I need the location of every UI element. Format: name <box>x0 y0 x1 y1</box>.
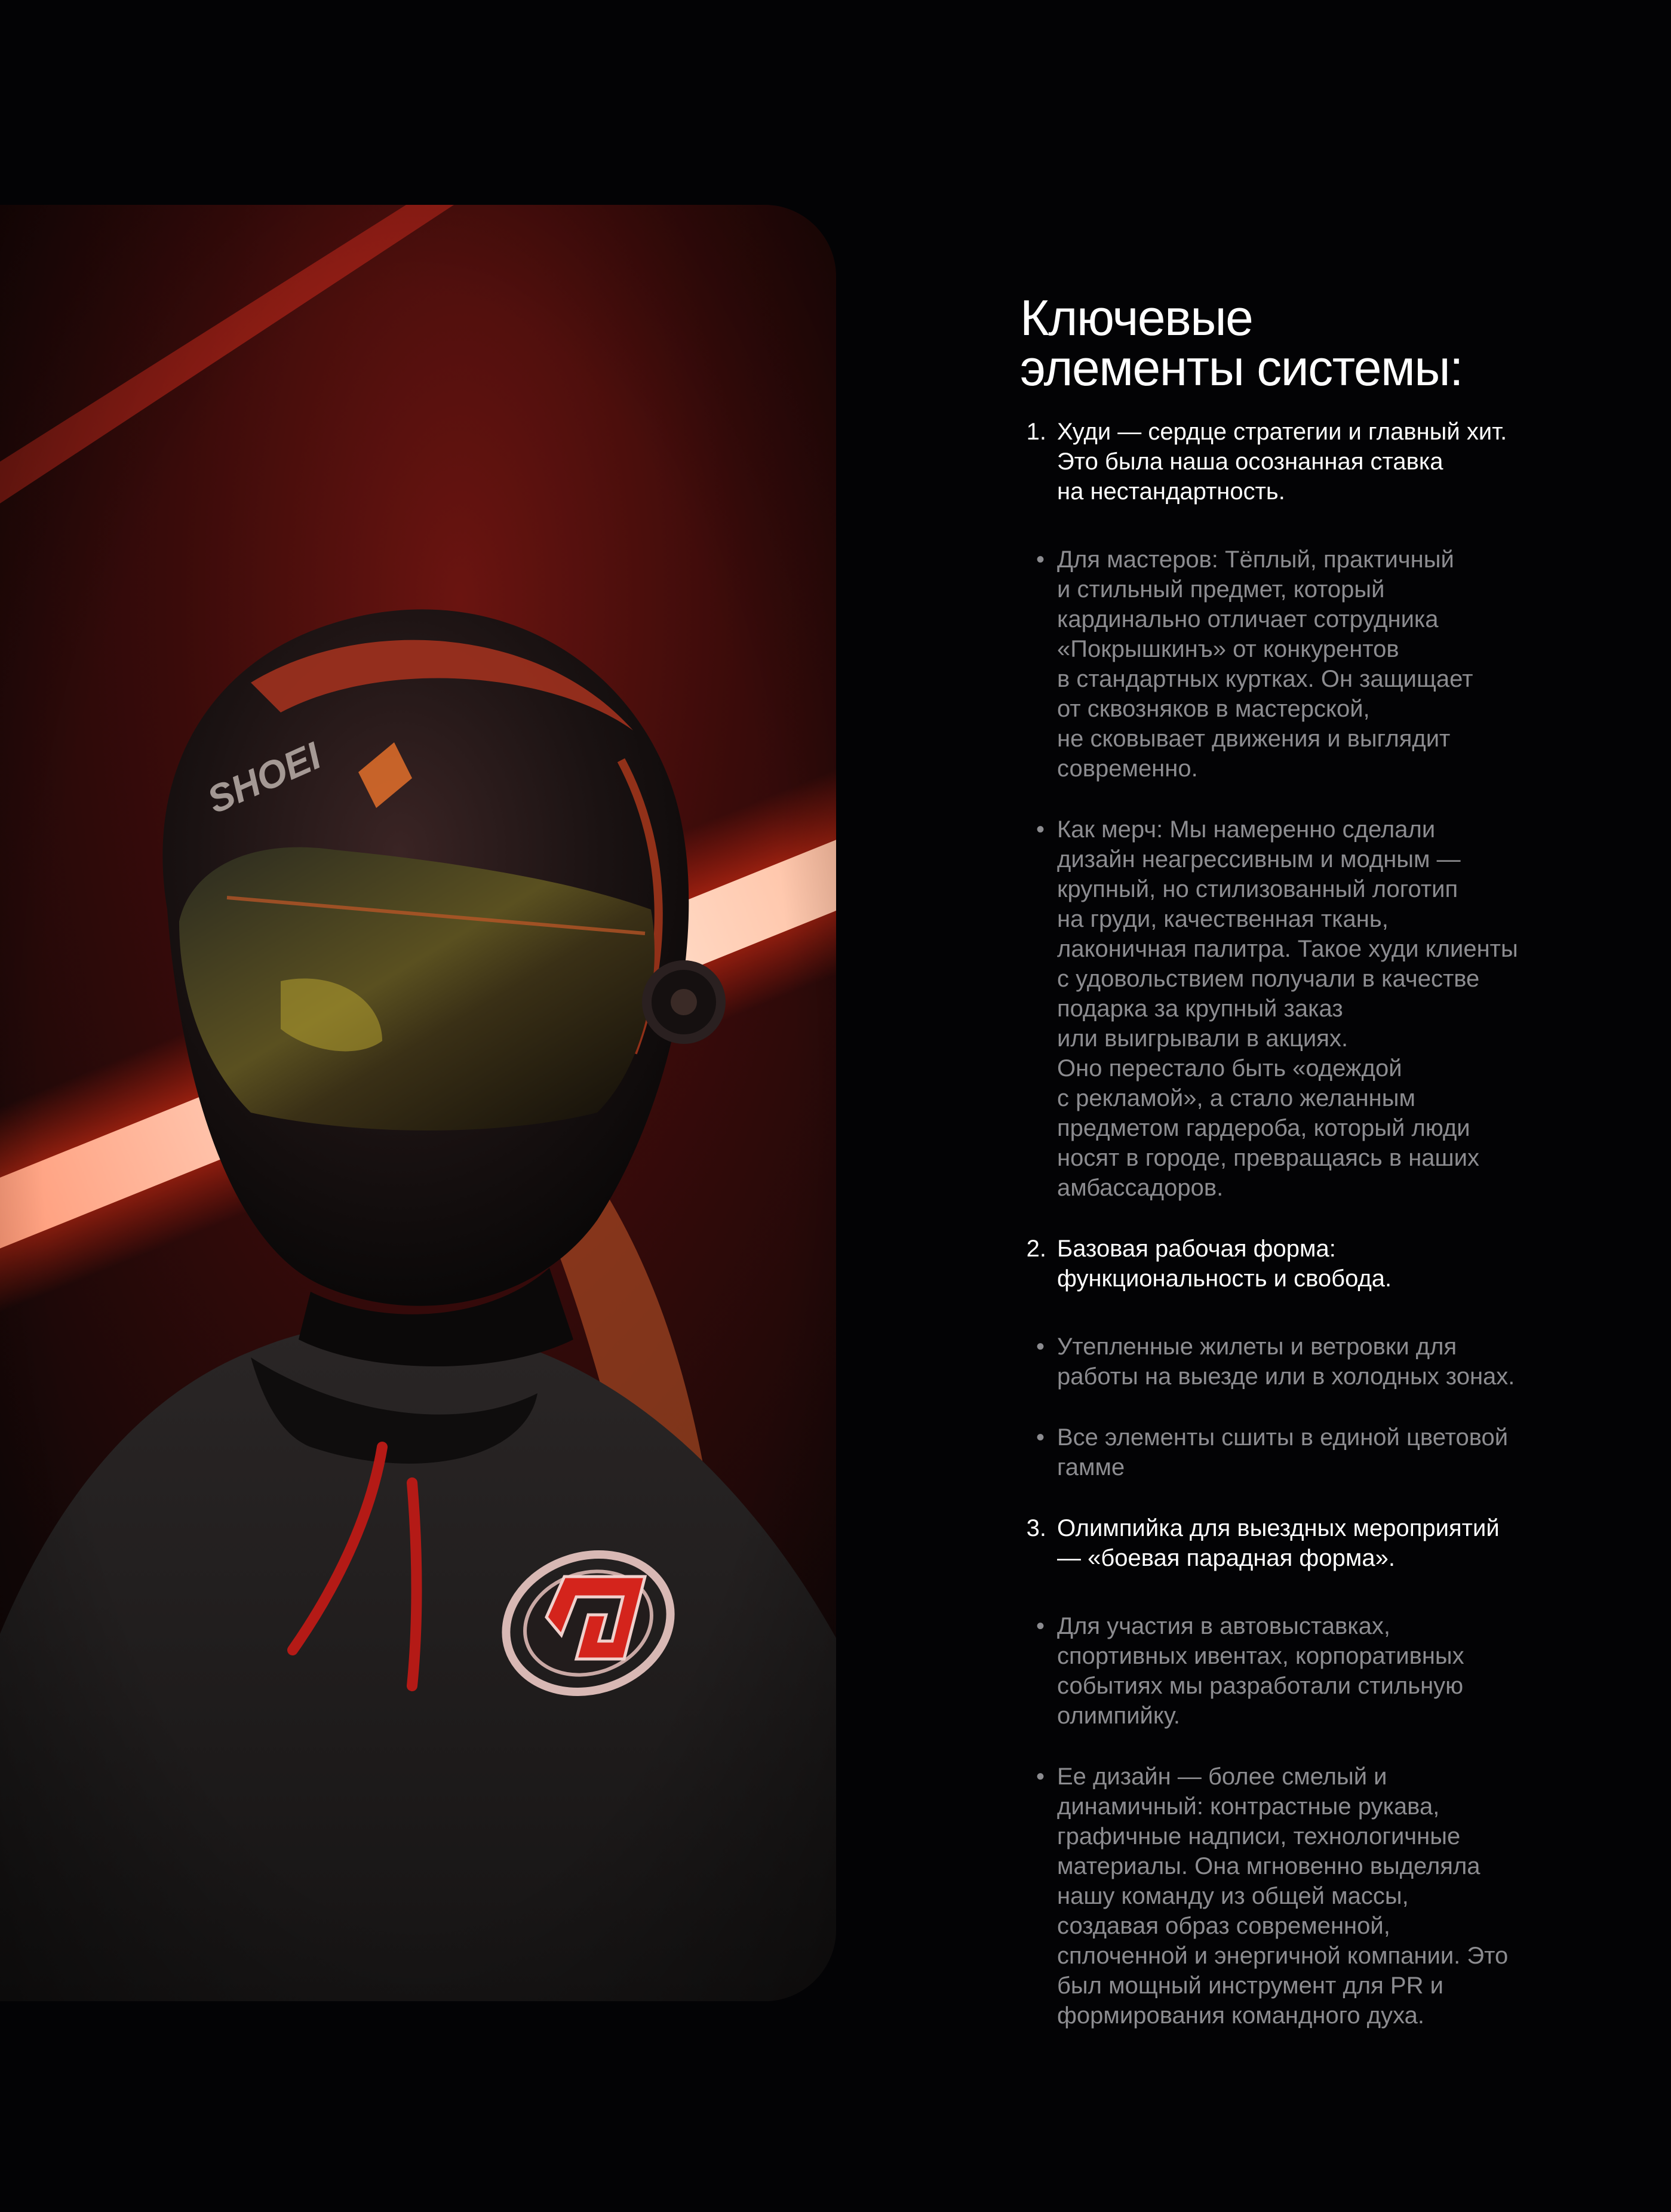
item-text-line: Ее дизайн — более смелый и <box>1057 1764 1387 1790</box>
item-text-line: носят в городе, превращаясь в наших <box>1057 1145 1479 1171</box>
item-number: 1. <box>1026 419 1046 445</box>
item-text <box>1057 1332 1617 1391</box>
item-text-line: функциональность и свобода. <box>1057 1265 1392 1292</box>
item-text-line: «Покрышкинъ» от конкурентов <box>1057 636 1399 662</box>
item-text-line: амбассадоров. <box>1057 1175 1224 1201</box>
item-text-line: не сковывает движения и выглядит <box>1057 726 1451 752</box>
item-text-line: спортивных ивентах, корпоративных <box>1057 1643 1464 1669</box>
item-text-line: графичные надписи, технологичные <box>1057 1823 1461 1850</box>
item-text-line: в стандартных куртках. Он защищает <box>1057 666 1473 692</box>
item-text-line: или выигрывали в акциях. <box>1057 1025 1349 1052</box>
item-text-line: олимпийку. <box>1057 1703 1180 1729</box>
item-text-line: был мощный инструмент для PR и <box>1057 1973 1443 1999</box>
bullet-item <box>1020 545 1617 784</box>
bullet-item <box>1020 1611 1617 1731</box>
item-text-line: от сквозняков в мастерской, <box>1057 696 1370 722</box>
photo-card <box>0 205 836 2001</box>
item-text-line: материалы. Она мгновенно выделяла <box>1057 1853 1480 1879</box>
item-text-line: работы на выезде или в холодных зонах. <box>1057 1363 1515 1390</box>
item-text-line: событиях мы разработали стильную <box>1057 1673 1464 1699</box>
item-text-line: подарка за крупный заказ <box>1057 996 1343 1022</box>
item-text-line: Это была наша осознанная ставка <box>1057 448 1443 475</box>
bullet-marker: • <box>1036 546 1045 573</box>
item-text <box>1057 417 1617 506</box>
numbered-item <box>1020 1513 1617 1573</box>
item-text <box>1057 815 1617 1203</box>
item-number: 2. <box>1026 1236 1046 1262</box>
item-text <box>1057 545 1617 784</box>
item-text-line: предметом гардероба, который люди <box>1057 1115 1470 1141</box>
item-text-line: Оно перестало быть «одеждой <box>1057 1055 1402 1082</box>
item-text-line: Олимпийка для выездных мероприятий <box>1057 1515 1500 1541</box>
item-text-line: Для участия в автовыставках, <box>1057 1613 1390 1639</box>
bullet-marker: • <box>1036 1613 1045 1639</box>
numbered-item <box>1020 417 1617 506</box>
title-line-2: элементы системы: <box>1020 340 1463 396</box>
item-number: 3. <box>1026 1515 1046 1541</box>
bullet-item <box>1020 815 1617 1203</box>
item-text-line: Базовая рабочая форма: <box>1057 1236 1336 1262</box>
item-text-line: создавая образ современной, <box>1057 1913 1390 1939</box>
bullet-marker: • <box>1036 1334 1045 1360</box>
numbered-item <box>1020 1234 1617 1294</box>
bullet-marker: • <box>1036 1424 1045 1451</box>
bullet-marker: • <box>1036 816 1045 843</box>
elements-list <box>1020 417 1617 2030</box>
bullet-item <box>1020 1423 1617 1482</box>
item-text-line: Как мерч: Мы намеренно сделали <box>1057 816 1436 843</box>
item-text-line: гамме <box>1057 1454 1125 1480</box>
section-title <box>1020 290 1617 396</box>
item-text-line: современно. <box>1057 755 1198 782</box>
item-text <box>1057 1762 1617 2030</box>
item-text-line: кардинально отличает сотрудника <box>1057 606 1439 632</box>
item-text-line: сплоченной и энергичной компании. Это <box>1057 1943 1509 1969</box>
item-text-line: с удовольствием получали в качестве <box>1057 966 1480 992</box>
item-text <box>1057 1513 1617 1573</box>
item-text-line: Худи — сердце стратегии и главный хит. <box>1057 419 1507 445</box>
bullet-marker: • <box>1036 1764 1045 1790</box>
item-text-line: на груди, качественная ткань, <box>1057 906 1389 932</box>
item-text-line: дизайн неагрессивным и модным — <box>1057 846 1461 872</box>
item-text-line: динамичный: контрастные рукава, <box>1057 1793 1440 1820</box>
item-text-line: Все элементы сшиты в единой цветовой <box>1057 1424 1509 1451</box>
item-text-line: формирования командного духа. <box>1057 2002 1425 2029</box>
item-text-line: крупный, но стилизованный логотип <box>1057 876 1458 902</box>
bullet-item <box>1020 1332 1617 1391</box>
item-text-line: и стильный предмет, который <box>1057 576 1385 603</box>
item-text <box>1057 1611 1617 1731</box>
item-text-line: на нестандартность. <box>1057 478 1285 505</box>
item-text <box>1057 1423 1617 1482</box>
item-text-line: Утепленные жилеты и ветровки для <box>1057 1334 1457 1360</box>
helmet-hoodie-photo <box>0 205 836 2001</box>
item-text-line: Для мастеров: Тёплый, практичный <box>1057 546 1454 573</box>
item-text-line: лаконичная палитра. Такое худи клиенты <box>1057 936 1518 962</box>
bullet-item <box>1020 1762 1617 2030</box>
item-text-line: с рекламой», а стало желанным <box>1057 1085 1416 1111</box>
item-text-line: — «боевая парадная форма». <box>1057 1545 1395 1571</box>
item-text <box>1057 1234 1617 1294</box>
text-column <box>1020 290 1617 2062</box>
item-text-line: нашу команду из общей массы, <box>1057 1883 1409 1909</box>
title-line-1: Ключевые <box>1020 290 1253 346</box>
